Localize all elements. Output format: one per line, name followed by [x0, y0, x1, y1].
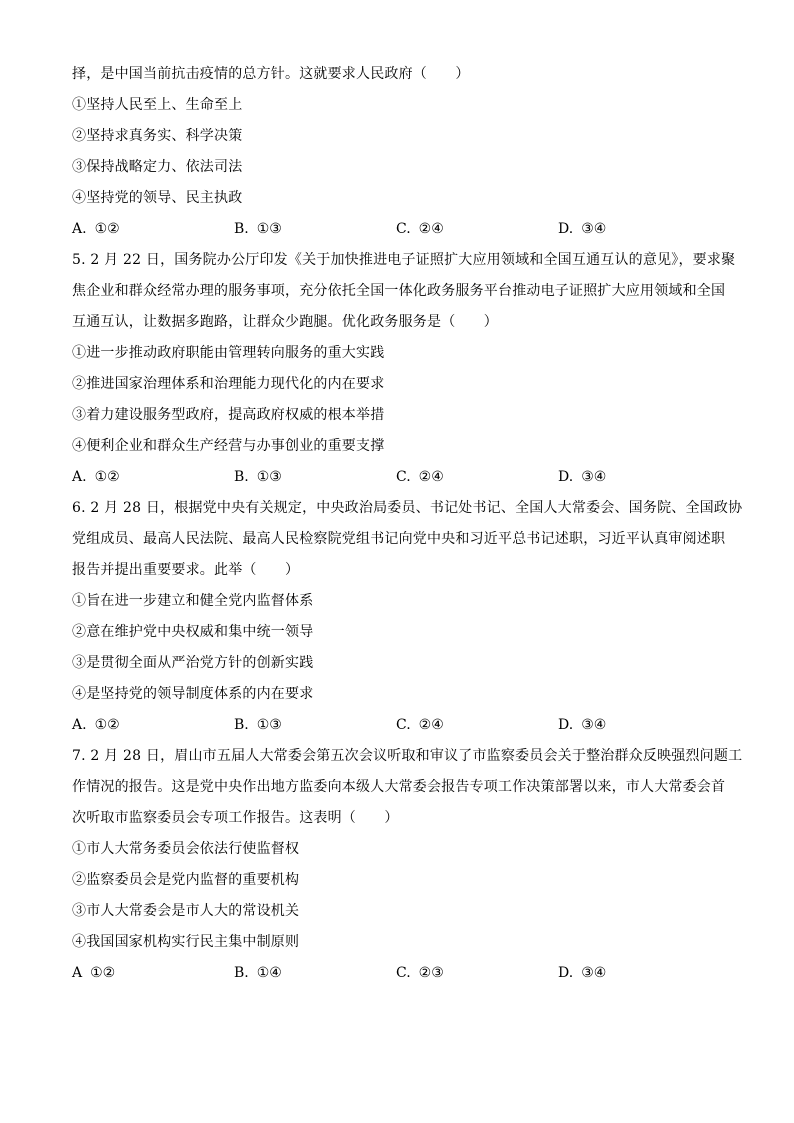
question-7 [72, 746, 743, 994]
option-statement: ③着力建设服务型政府，提高政府权威的根本举措 [72, 407, 385, 423]
question-stem-line: 党组成员、最高人民法院、最高人民检察院党组书记向党中央和习近平总书记述职，习近平认真审阅述职 [72, 531, 726, 547]
choice-a: A. ①② [72, 221, 120, 237]
option-statement: ④坚持党的领导、民主执政 [72, 190, 243, 206]
answer-choices [72, 963, 722, 994]
question-stem-line: 报告并提出重要要求。此举（ ） [72, 562, 300, 578]
question-stem-line: 作情况的报告。这是党中央作出地方监委向本级人大常委会报告专项工作决策部署以来，市人大常委会首 [72, 779, 726, 795]
option-statement: ②推进国家治理体系和治理能力现代化的内在要求 [72, 376, 385, 392]
choice-b: B. ①③ [234, 469, 282, 485]
question-4 [72, 64, 722, 250]
question-6 [72, 498, 743, 746]
option-statement: ④便利企业和群众生产经营与办事创业的重要支撑 [72, 438, 385, 454]
question-stem-line: 焦企业和群众经常办理的服务事项，充分依托全国一体化政务服务平台推动电子证照扩大应用领域和全国 [72, 283, 726, 299]
choice-a: A. ①② [72, 717, 120, 733]
option-statement: ④我国国家机构实行民主集中制原则 [72, 934, 300, 950]
choice-c: C. ②④ [396, 717, 444, 733]
choice-c: C. ②④ [396, 469, 444, 485]
exam-page [72, 64, 743, 994]
choice-d: D. ③④ [558, 965, 607, 981]
question-stem-line: 次听取市监察委员会专项工作报告。这表明（ ） [72, 810, 399, 826]
answer-choices [72, 715, 722, 746]
choice-b: B. ①③ [234, 717, 282, 733]
option-statement: ③是贯彻全面从严治党方针的创新实践 [72, 655, 314, 671]
option-statement: ①市人大常务委员会依法行使监督权 [72, 841, 300, 857]
option-statement: ①旨在进一步建立和健全党内监督体系 [72, 593, 314, 609]
choice-a: A ①② [72, 965, 116, 981]
answer-choices [72, 219, 722, 250]
question-stem-line: 择，是中国当前抗击疫情的总方针。这就要求人民政府（ ） [72, 66, 470, 82]
question-stem-line: 5. 2 月 22 日，国务院办公厅印发《关于加快推进电子证照扩大应用领域和全国互通互认的意见》，要求聚 [72, 252, 736, 268]
option-statement: ②监察委员会是党内监督的重要机构 [72, 872, 300, 888]
answer-choices [72, 467, 722, 498]
question-stem-line: 7. 2 月 28 日，眉山市五届人大常委会第五次会议听取和审议了市监察委员会关于整治群众反映强烈问题工 [72, 748, 743, 764]
question-stem-line: 互通互认，让数据多跑路，让群众少跑腿。优化政务服务是（ ） [72, 314, 498, 330]
option-statement: ①坚持人民至上、生命至上 [72, 97, 243, 113]
choice-d: D. ③④ [558, 469, 607, 485]
option-statement: ①进一步推动政府职能由管理转向服务的重大实践 [72, 345, 385, 361]
choice-d: D. ③④ [558, 221, 607, 237]
option-statement: ④是坚持党的领导制度体系的内在要求 [72, 686, 314, 702]
question-stem-line: 6. 2 月 28 日，根据党中央有关规定，中央政治局委员、书记处书记、全国人大常委会、国务院、全国政协 [72, 500, 743, 516]
question-5 [72, 250, 736, 498]
option-statement: ②意在维护党中央权威和集中统一领导 [72, 624, 314, 640]
choice-b: B. ①③ [234, 221, 282, 237]
option-statement: ③保持战略定力、依法司法 [72, 159, 243, 175]
choice-c: C. ②③ [396, 965, 444, 981]
option-statement: ②坚持求真务实、科学决策 [72, 128, 243, 144]
choice-c: C. ②④ [396, 221, 444, 237]
choice-a: A. ①② [72, 469, 120, 485]
option-statement: ③市人大常委会是市人大的常设机关 [72, 903, 300, 919]
choice-d: D. ③④ [558, 717, 607, 733]
choice-b: B. ①④ [234, 965, 282, 981]
